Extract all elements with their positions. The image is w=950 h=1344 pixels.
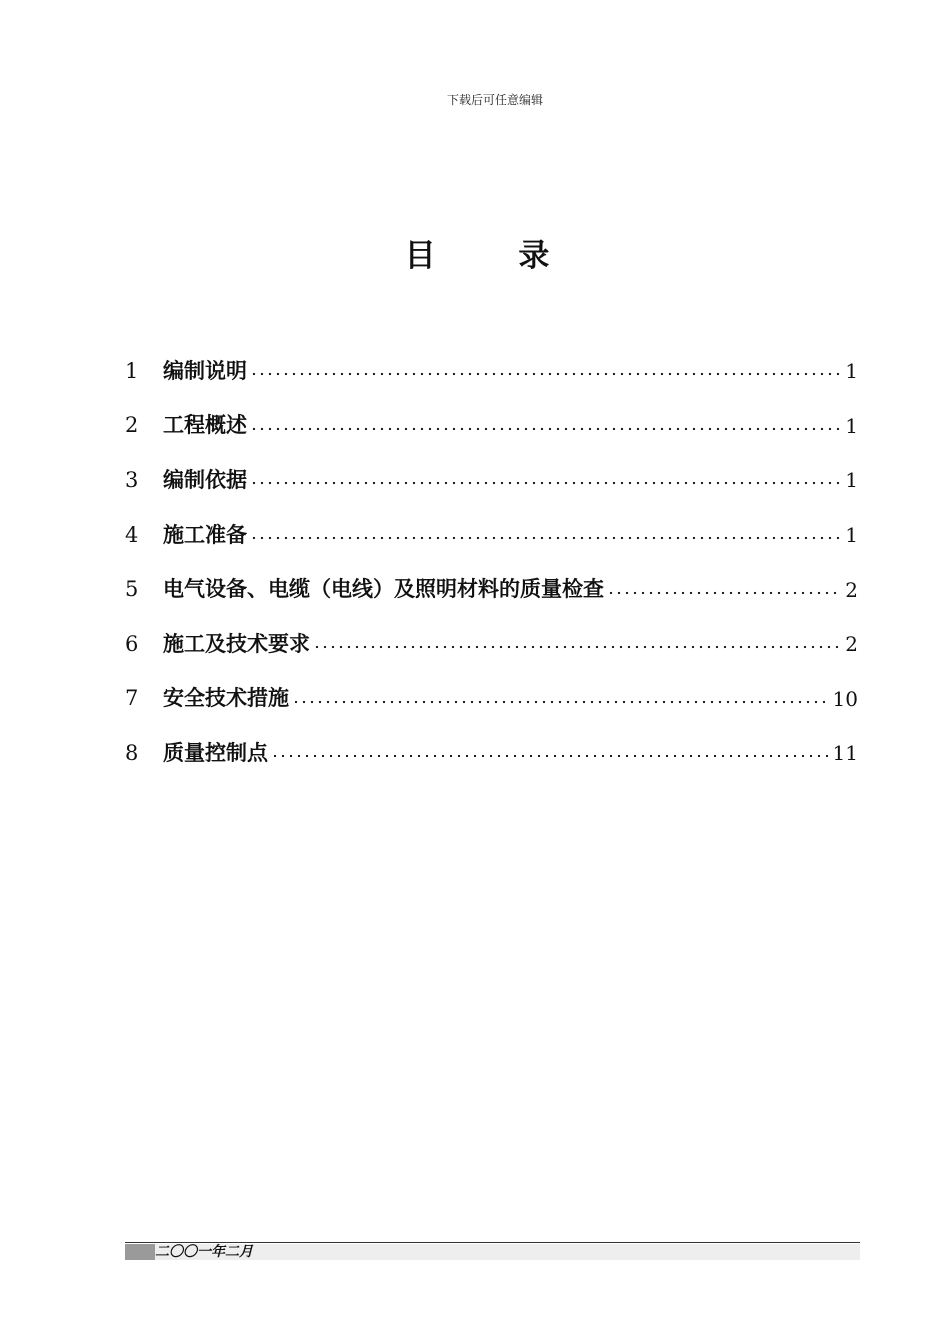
- toc-dot-leader: [292, 700, 830, 704]
- toc-entry-number: 7: [125, 686, 139, 711]
- toc-entry[interactable]: [125, 726, 858, 781]
- toc-dot-leader: [250, 536, 842, 540]
- toc-dot-leader: [250, 427, 842, 431]
- toc-entry-number: 1: [125, 358, 139, 383]
- toc-entry[interactable]: [125, 617, 858, 672]
- toc-entry-label: 安全技术措施: [163, 686, 289, 711]
- toc-entry[interactable]: [125, 399, 858, 454]
- toc-entry-label: 电气设备、电缆（电线）及照明材料的质量检查: [163, 577, 604, 602]
- toc-entry-page: 1: [845, 468, 858, 493]
- toc-entry-page: 11: [832, 741, 858, 766]
- toc-dot-leader: [607, 591, 842, 595]
- toc-entry-page: 2: [845, 632, 858, 657]
- toc-entry-page: 10: [832, 686, 858, 711]
- toc-entry[interactable]: [125, 672, 858, 727]
- toc-entry[interactable]: [125, 453, 858, 508]
- toc-entry-label: 编制依据: [163, 467, 247, 492]
- toc-entry-page: 2: [845, 577, 858, 602]
- toc-entry-number: 2: [125, 413, 139, 438]
- toc-dot-leader: [250, 372, 842, 376]
- toc-dot-leader: [271, 754, 830, 758]
- page-footer: [125, 1242, 860, 1260]
- toc-dot-leader: [313, 645, 842, 649]
- toc-entry[interactable]: [125, 344, 858, 399]
- table-of-contents: [125, 344, 858, 781]
- toc-entry-number: 8: [125, 740, 139, 765]
- toc-title: 目 录: [404, 238, 586, 274]
- toc-entry-label: 施工准备: [163, 522, 247, 547]
- toc-entry[interactable]: [125, 562, 858, 617]
- toc-entry-label: 工程概述: [163, 413, 247, 438]
- toc-entry-page: 1: [845, 413, 858, 438]
- footer-date: 二〇〇一年二月: [155, 1244, 253, 1260]
- toc-entry-page: 1: [845, 523, 858, 548]
- footer-tab-block: [125, 1244, 155, 1260]
- toc-dot-leader: [250, 481, 842, 485]
- footer-rule: [125, 1242, 860, 1243]
- toc-entry-number: 4: [125, 522, 139, 547]
- toc-entry-label: 施工及技术要求: [163, 631, 310, 656]
- toc-entry-number: 3: [125, 467, 139, 492]
- page-header-note: 下载后可任意编辑: [446, 93, 543, 107]
- toc-entry[interactable]: [125, 508, 858, 563]
- toc-entry-page: 1: [845, 359, 858, 384]
- toc-entry-number: 5: [125, 577, 139, 602]
- toc-entry-label: 编制说明: [163, 358, 247, 383]
- toc-entry-label: 质量控制点: [163, 740, 268, 765]
- toc-entry-number: 6: [125, 631, 139, 656]
